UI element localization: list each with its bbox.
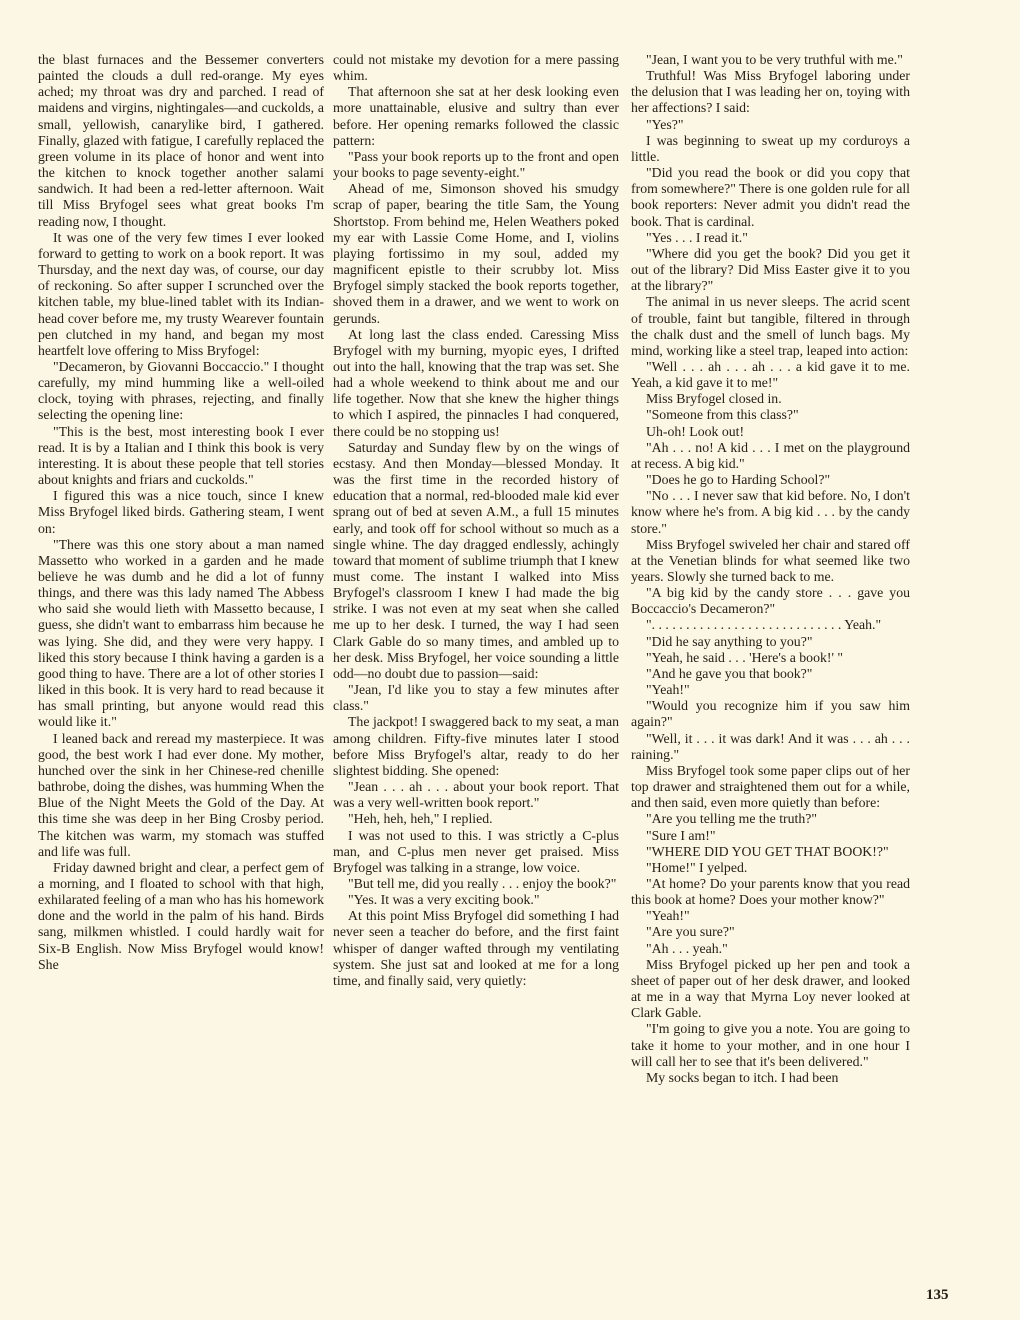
paragraph: "Heh, heh, heh," I replied.	[348, 811, 493, 827]
paragraph: could not mistake my devotion for a mere passing whim.	[333, 52, 619, 84]
paragraph: "Home!" I yelped.	[646, 859, 748, 875]
paragraph: "Well . . . ah . . . ah . . . a kid gave it to me. Yeah, a kid gave it to me!"	[631, 358, 910, 391]
paragraph: I was beginning to sweat up my corduroys a little.	[631, 132, 910, 164]
paragraph: "Yes?"	[646, 116, 684, 132]
paragraph: "Would you recognize him if you saw him again?"	[631, 698, 910, 730]
paragraph: "Yeah!"	[646, 908, 690, 924]
paragraph: I was not used to this. I was strictly a C-plus man, and C-plus men never get praised. Miss Bryfogel was talking in a strange, low voice.	[333, 827, 619, 875]
paragraph: The jackpot! I swaggered back to my seat, a man among children. Fifty-five minutes later I stood before Miss Bryfogel's altar, ready to do her slightest bidding. She opened:	[333, 714, 619, 778]
paragraph: "Yes . . . I read it."	[646, 229, 748, 245]
paragraph: "Well, it . . . it was dark! And it was . . . ah . . . raining."	[631, 730, 910, 762]
paragraph: "Someone from this class?"	[646, 407, 799, 423]
paragraph: "And he gave you that book?"	[646, 665, 813, 681]
paragraph: "Yeah!"	[646, 682, 690, 698]
paragraph: "Are you telling me the truth?"	[646, 811, 818, 827]
paragraph: "Jean, I'd like you to stay a few minutes after class."	[333, 682, 619, 714]
paragraph: "Ah . . . yeah."	[646, 940, 728, 956]
paragraph: Miss Bryfogel closed in.	[646, 391, 782, 407]
paragraph: Miss Bryfogel took some paper clips out of her top drawer and straightened them out for a while, and then said, even more quietly than before:	[631, 762, 910, 811]
page-number: 135	[926, 1287, 949, 1303]
paragraph: "Where did you get the book? Did you get it out of the library? Did Miss Easter give it to you at the library?"	[631, 245, 910, 294]
paragraph: "Decameron, by Giovanni Boccaccio." I thought carefully, my mind humming like a well-oiled clock, toying with phrases, rejecting, and finally selecting the opening line:	[38, 358, 324, 423]
paragraph: "Sure I am!"	[646, 827, 716, 843]
paragraph: "Yeah, he said . . . 'Here's a book!' "	[646, 649, 844, 665]
paragraph: "This is the best, most interesting book I ever read. It is by a Italian and I think this book is very interesting. It is about these people that tell stories about knights and friars and cuckolds."	[38, 423, 324, 488]
paragraph: ". . . . . . . . . . . . . . . . . . . . . . . . . . . . Yeah."	[646, 617, 882, 633]
paragraph: At this point Miss Bryfogel did something I had never seen a teacher do before, and the first faint whisper of danger wafted through my ventilating system. She just sat and looked at me for a long time, and finally said, very quietly:	[333, 908, 619, 988]
paragraph: "But tell me, did you really . . . enjoy the book?"	[348, 875, 617, 891]
paragraph: the blast furnaces and the Bessemer converters painted the clouds a dull red-orange. My eyes ached; my throat was dry and parched. I read of maidens and virgins, nightingales—and cuckolds, a small, yellowish, canarylike bird, I gathered. Finally, glazed with fatigue, I carefully replaced the green volume in its place of honor and went into the kitchen to knock together another salami sandwich. It had been a red-letter afternoon. Wait till Miss Bryfogel sees what great books I'm reading now, I thought.	[38, 52, 324, 229]
paragraph: "I'm going to give you a note. You are going to take it home to your mother, and in one hour I will call her to see that it's been delivered."	[631, 1021, 910, 1069]
paragraph: It was one of the very few times I ever looked forward to getting to work on a book report. It was Thursday, and the next day was, of course, our day of reckoning. So after supper I scrunched over the kitchen table, my blue-lined tablet with its Indian-head cover before me, my trusty Wearever fountain pen clutched in my hand, and began my most heartfelt love offering to Miss Bryfogel:	[38, 229, 324, 358]
paragraph: "Did you read the book or did you copy that from somewhere?" There is one golden rule for all book reporters: Never admit you didn't read the book. That is cardinal.	[631, 165, 910, 229]
text-column-2	[333, 52, 619, 1292]
paragraph: "No . . . I never saw that kid before. No, I don't know where he's from. A big kid . . . by the candy store."	[631, 488, 910, 536]
paragraph: "Pass your book reports up to the front and open your books to page seventy-eight."	[333, 148, 619, 181]
paragraph: I figured this was a nice touch, since I knew Miss Bryfogel liked birds. Gathering steam, I went on:	[38, 488, 324, 536]
paragraph: "A big kid by the candy store . . . gave you Boccaccio's Decameron?"	[631, 585, 910, 617]
paragraph: "Did he say anything to you?"	[646, 633, 813, 649]
paragraph: "There was this one story about a man named Massetto who worked in a garden and he made believe he was dumb and he did a lot of funny things, and there was this lady named The Abbess who said she would lieth with Massetto because, I guess, she didn't want to embarrass him because he was lying. She did, and they were very happy. I liked this story because I think having a garden is a good thing to have. There are a lot of other stories I liked in this book. It is very hard to read because it has small printing, but anyone would read this would like it."	[38, 536, 324, 730]
paragraph: "Jean, I want you to be very truthful with me."	[646, 52, 903, 67]
paragraph: That afternoon she sat at her desk looking even more unattainable, elusive and sultry than ever before. Her opening remarks followed the classic pattern:	[333, 84, 619, 148]
paragraph: Miss Bryfogel swiveled her chair and stared off at the Venetian blinds for what seemed like two years. Slowly she turned back to me.	[631, 536, 910, 584]
paragraph: I leaned back and reread my masterpiece. It was good, the best work I had ever done. My mother, hunched over the sink in her Chinese-red chenille bathrobe, doing the dishes, was humming When the Blue of the Night Meets the Gold of the Day. At this time she was deep in her Bing Crosby period. The kitchen was warm, my stomach was stuffed and life was full.	[38, 730, 324, 859]
paragraph: Ahead of me, Simonson shoved his smudgy scrap of paper, bearing the title Sam, the Young Shortstop. From behind me, Helen Weathers poked my ear with Lassie Come Home, and I, violins playing fortissimo in my soul, added my magnificent epistle to their scrubby lot. Miss Bryfogel simply stacked the book reports together, shoved them in a drawer, and we went to work on gerunds.	[333, 181, 619, 326]
paragraph: "Ah . . . no! A kid . . . I met on the playground at recess. A big kid."	[631, 439, 910, 471]
text-column-1	[38, 52, 324, 1292]
paragraph: My socks began to itch. I had been	[646, 1069, 839, 1085]
paragraph: Truthful! Was Miss Bryfogel laboring under the delusion that I was leading her on, toying with her affections? I said:	[631, 68, 910, 116]
paragraph: Saturday and Sunday flew by on the wings of ecstasy. And then Monday—blessed Monday. It was the first time in the recorded history of education that a normal, red-blooded male kid ever sprang out of bed at seven A.M., a full 15 minutes early, and took off for school without so much as a single whine. The day dragged endlessly, achingly toward that moment of sublime triumph that I knew must come. The instant I walked into Miss Bryfogel's classroom I knew I had made the big strike. I was not even at my seat when she called me up to her desk. I turned, the way I had seen Clark Gable do so many times, and ambled up to her desk. Miss Bryfogel, her voice sounding a little odd—no doubt due to passion—said:	[333, 439, 619, 681]
text-column-3	[631, 52, 910, 1292]
paragraph: "Jean . . . ah . . . about your book report. That was a very well-written book report."	[333, 779, 619, 811]
paragraph: "At home? Do your parents know that you read this book at home? Does your mother know?"	[631, 875, 910, 908]
paragraph: At long last the class ended. Caressing Miss Bryfogel with my burning, myopic eyes, I drifted out into the hall, knowing that the trap was set. She had a whole weekend to think about me and our life together. Now that she knew the higher things to which I aspired, the pinnacles I had conquered, there could be no stopping us!	[333, 326, 619, 439]
paragraph: Friday dawned bright and clear, a perfect gem of a morning, and I floated to school with that high, exhilarated feeling of a man who has his homework done and the world in the palm of his hand. Birds sang, milkmen whistled. I could hardly wait for Six-B English. Now Miss Bryfogel would know! She	[38, 859, 324, 972]
paragraph: "Yes. It was a very exciting book."	[348, 892, 540, 908]
paragraph: "Are you sure?"	[646, 924, 735, 940]
paragraph: Uh-oh! Look out!	[646, 423, 745, 439]
paragraph: Miss Bryfogel picked up her pen and took a sheet of paper out of her desk drawer, and looked at me in a way that Myrna Loy never looked at Clark Gable.	[631, 956, 910, 1021]
paragraph: "WHERE DID YOU GET THAT BOOK!?"	[646, 843, 889, 859]
paragraph: "Does he go to Harding School?"	[646, 472, 831, 488]
paragraph: The animal in us never sleeps. The acrid scent of trouble, faint but tangible, filtered in through the chalk dust and the smell of lunch bags. My mind, working like a steel trap, leaped into action:	[631, 294, 910, 358]
